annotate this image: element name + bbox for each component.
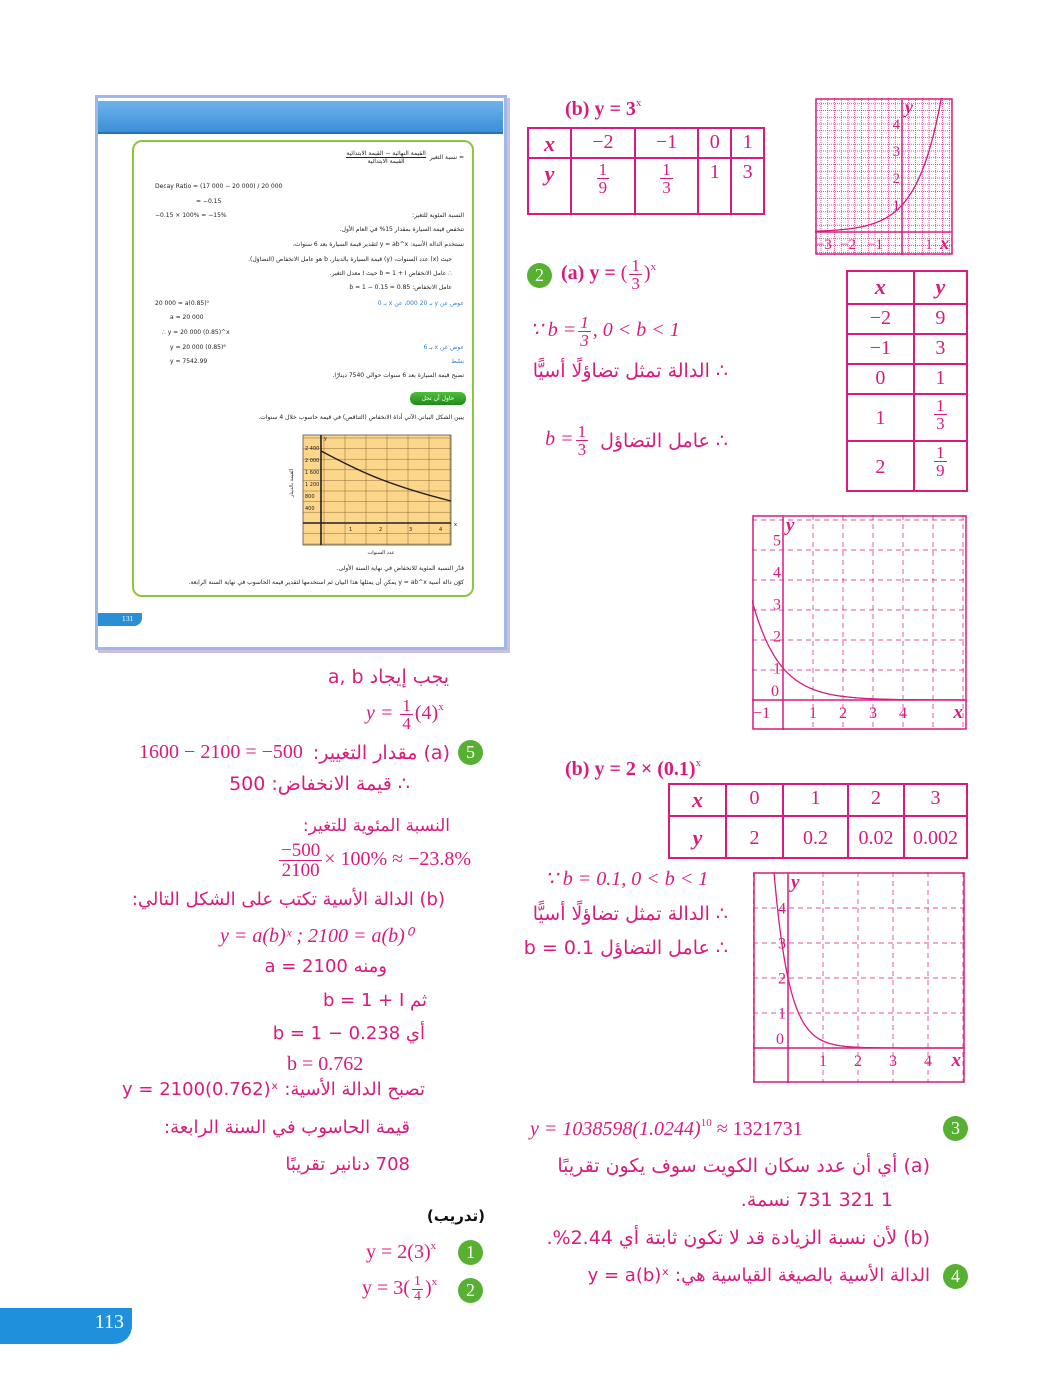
ratio-formula	[346, 150, 464, 165]
percent-calc	[277, 841, 471, 880]
ratio-label: نسبة التغير =	[429, 154, 464, 161]
graph-y-2-times-0.1-pow-x	[753, 872, 965, 1083]
x-tick-label: 2	[379, 527, 383, 533]
x-tick-label: 1	[349, 527, 353, 533]
y-tick-label: 2 000	[305, 458, 320, 464]
a-value: a = 20 000	[170, 314, 204, 321]
embedded-textbook-page	[95, 95, 507, 650]
p3a-line: (a) أي أن عدد سكان الكويت سوف يكون تقريبًا	[557, 1155, 930, 1177]
x-tick-label: 4	[439, 527, 443, 533]
where-line: حيث (x) عدد السنوات، (y) قيمة السيارة بالدينار، b هو عامل الانخفاض (التضاؤل).	[248, 256, 452, 263]
practice-heading: (تدريب)	[426, 1207, 485, 1225]
origin-label: 0	[771, 683, 779, 700]
p2a-factor-line	[545, 423, 728, 458]
y-axis-letter: y	[905, 98, 913, 117]
p2b-title: (b) $y = 2 \times (0.1)^x$	[565, 757, 702, 780]
page-header-bar	[98, 101, 503, 134]
practice-1-equation: $y = 2(3)^x$	[366, 1240, 437, 1263]
y-tick-label: 1	[773, 660, 781, 678]
q5a-line	[139, 741, 450, 764]
drop-value: ∴ قيمة الانخفاض: 500	[229, 773, 410, 795]
p1b-table: x −2 −1 0 1 y $\frac{1}{9}$ $\frac{1}{3}$ 1 3	[527, 127, 765, 215]
factor-value: عامل الانخفاض: b = 1 − 0.15 = 0.85	[349, 284, 452, 291]
p1b-title: (b) $y = 3^x$	[565, 97, 642, 120]
y-tick-label: 2 400	[305, 446, 320, 452]
y-approx: y ≈ 7542.99	[170, 358, 208, 365]
p3b-line: (b) لأن نسبة الزيادة قد لا تكون ثابتة أي 2.44%.	[546, 1227, 930, 1249]
y-axis-letter: y	[791, 872, 800, 893]
eq-prefix: y =	[366, 702, 394, 725]
x-tick-label: 2	[839, 705, 847, 722]
y-axis-label: القيمة بالدينار	[289, 468, 295, 498]
y-tick-label: 1	[778, 1005, 786, 1023]
b-value: b = 0.762	[287, 1053, 364, 1075]
p3a-line2: 1 321 731 نسمة.	[740, 1189, 893, 1211]
y-tick-label: 800	[305, 494, 315, 500]
value-label: قيمة الحاسوب في السنة الرابعة:	[164, 1117, 410, 1138]
question-5b: كوّن دالة أسية y = ab^x يمكن أن يمثلها هذا البيان ثم استخدمها لتقدير قيمة الحاسوب في نهاية السنة الرابعة.	[188, 579, 464, 586]
sub2: y = 20 000 (0.85)⁶	[170, 344, 226, 351]
y-axis-letter: y	[786, 515, 795, 536]
y-tick-label: 4	[892, 117, 900, 134]
x-tick-label: −2	[840, 236, 856, 253]
p3-equation: $y = 1038598(1.0244)^{10} \approx 1321731$	[530, 1117, 803, 1140]
graph-y-third-pow-x	[752, 515, 967, 730]
y-tick-label: 4	[773, 564, 781, 582]
fraction: $\frac{1}{4}$	[402, 696, 411, 733]
percent-label: النسبة المئوية للتغير:	[412, 212, 464, 219]
practice-2-equation: y = 3( $\frac{1}{4}$ )$^x$	[362, 1274, 438, 1304]
decay-percent: −0.15 × 100% = −15%	[155, 212, 227, 219]
then-line: ثم b = 1 + I	[323, 990, 427, 1011]
x-tick-label: −3	[816, 236, 832, 253]
y-tick-label: 1 200	[305, 482, 320, 488]
x-tick-label: 3	[869, 705, 877, 722]
sub1-hint: عوض عن y بـ 20 000، عن x بـ 0	[377, 300, 464, 307]
p2a-because: ∵ b = $\frac{1}{3}$ , 0 < b < 1	[530, 313, 680, 350]
p2b-because: ∵ b = 0.1, 0 < b < 1	[545, 868, 709, 890]
x-tick-label: 2	[854, 1053, 862, 1070]
ratio-numerator: القيمة النهائية − القيمة الابتدائية	[346, 150, 426, 157]
function-curve	[815, 98, 942, 231]
x-axis-letter: x	[940, 232, 949, 253]
p2a-decay-line: ∴ الدالة تمثل تضاؤلًا أسيًّا	[532, 360, 728, 382]
p2b-decay-line: ∴ الدالة تمثل تضاؤلًا أسيًّا	[532, 903, 728, 925]
y-tick-label: 2	[773, 628, 781, 646]
graph-y-3-pow-x	[815, 98, 953, 255]
value: 708 دنانير تقريبًا	[285, 1154, 410, 1175]
function-curve	[774, 872, 965, 1048]
y-tick-label: 1 600	[305, 470, 320, 476]
computer-value-chart	[283, 428, 463, 558]
y-tick-label: 400	[305, 506, 315, 512]
percent-fraction: $\frac{-500}{2100}$	[281, 840, 321, 881]
x-tick-label: 3	[889, 1053, 897, 1070]
question-5: يبين الشكل البياني الآتي أداة الانخفاض (التناقص) في قيمة حاسوب خلال 4 سنوات.	[258, 414, 464, 421]
p2a-factor-label: ∴ عامل التضاؤل	[600, 429, 728, 452]
find-a-b: يجب إيجاد a, b	[327, 666, 449, 688]
graph-frame	[753, 516, 966, 729]
y-header: y	[528, 158, 571, 214]
decay-ratio: Decay Ratio = (17 000 − 20 000) / 20 000	[155, 183, 283, 190]
y-func: ∴ y = 20 000 (0.85)^x	[162, 329, 230, 336]
q5a-label: (a) مقدار التغيير:	[312, 741, 450, 764]
page-number: 113	[0, 1308, 132, 1344]
p2a-title: (a) y = ( $\frac{1}{3}$ )$^x$	[561, 256, 657, 293]
x-axis-letter: x	[454, 522, 457, 528]
equation-y-quarter	[366, 697, 444, 732]
function-curve	[752, 600, 967, 700]
question-number-3: 3	[943, 1116, 968, 1141]
eq-post: (4)	[414, 702, 439, 725]
y-tick-label: 2	[778, 970, 786, 988]
factor-line: ∴ عامل الانخفاض b = 1 + I حيث I معدل التغير.	[329, 270, 452, 277]
decay-value: = −0.15	[196, 198, 222, 205]
ratio-denominator: القيمة الابتدائية	[367, 158, 405, 165]
x-axis-label: عدد السنوات	[367, 550, 395, 556]
y-tick-label: 5	[773, 532, 781, 550]
origin-label: 0	[776, 1031, 784, 1048]
question-number-5: 5	[458, 740, 483, 765]
sub1: 20 000 = a(0.85)⁰	[155, 300, 209, 307]
p2b-table: x 0 1 2 3 y 2 0.2 0.02 0.002	[668, 783, 968, 859]
y-axis-letter: y	[324, 436, 327, 442]
x-tick-label: −1	[753, 705, 771, 722]
b-label: (b) الدالة الأسية تكتب على الشكل التالي:	[131, 889, 445, 910]
b-line: نستخدم الدالة الأسية: y = ab^x لتقدير قيمة السيارة بعد 6 سنوات،	[292, 241, 464, 248]
x-tick-label: 1	[925, 236, 933, 253]
thumbnail-page-number: 131	[98, 613, 142, 626]
try-it-button[interactable]: حاول أن تحل	[410, 392, 466, 405]
p2a-factor: b = $\frac{1}{3}$	[545, 422, 587, 459]
question-number-2: 2	[527, 263, 552, 288]
ie-line: أي b = 1 − 0.238	[272, 1023, 425, 1044]
p2a-table: x y −2 9 −1 3 0 1 1 $\frac{1}{3}$ 2 $\frac{1}{9}$	[846, 270, 968, 492]
conclusion: تصبح قيمة السيارة بعد 6 سنوات حوالي 7540 دينارًا.	[332, 372, 464, 379]
percent-label: النسبة المئوية للتغير:	[302, 816, 450, 836]
x-header: x	[528, 128, 571, 158]
x-tick-label: 3	[409, 527, 413, 533]
x-tick-label: 1	[819, 1053, 827, 1070]
y-tick-label: 4	[778, 900, 786, 918]
ratio-fraction	[346, 150, 425, 165]
question-number-4: 4	[943, 1264, 968, 1289]
question-5a: قدّر النسبة المئوية للانخفاض في نهاية السنة الأولى.	[336, 565, 464, 572]
practice-number-2: 2	[458, 1278, 483, 1303]
practice-number-1: 1	[458, 1240, 483, 1265]
y-tick-label: 3	[892, 144, 900, 161]
function-line: تصبح الدالة الأسية: y = 2100(0.762)ˣ	[122, 1079, 425, 1100]
q5a-calc: 1600 − 2100 = −500	[139, 741, 303, 763]
b-equation: y = a(b)ˣ ; 2100 = a(b)⁰	[220, 925, 413, 947]
percent-result: × 100% ≈ −23.8%	[324, 848, 472, 871]
y-tick-label: 2	[892, 171, 900, 188]
x-axis-letter: x	[953, 702, 963, 723]
simplify-hint: بسّط	[451, 358, 464, 365]
x-axis-letter: x	[951, 1050, 961, 1071]
drop-line: تنخفض قيمة السيارة بمقدار 15% في العام الأول.	[339, 226, 464, 233]
p2b-factor-line: ∴ عامل التضاؤل b = 0.1	[523, 937, 728, 959]
x-tick-label: −1	[867, 236, 883, 253]
y-tick-label: 1	[892, 198, 900, 215]
sub2-hint: عوض عن x بـ 6	[423, 344, 464, 351]
y-tick-label: 3	[778, 935, 786, 953]
p4-line: الدالة الأسية بالصيغة القياسية هي: y = a(b)ˣ	[587, 1265, 930, 1286]
y-tick-label: 3	[773, 596, 781, 614]
exponent: x	[438, 701, 444, 714]
x-tick-label: 4	[924, 1053, 932, 1070]
a-line: ومنه a = 2100	[264, 956, 387, 977]
x-tick-label: 1	[809, 705, 817, 722]
x-tick-label: 4	[899, 705, 907, 722]
